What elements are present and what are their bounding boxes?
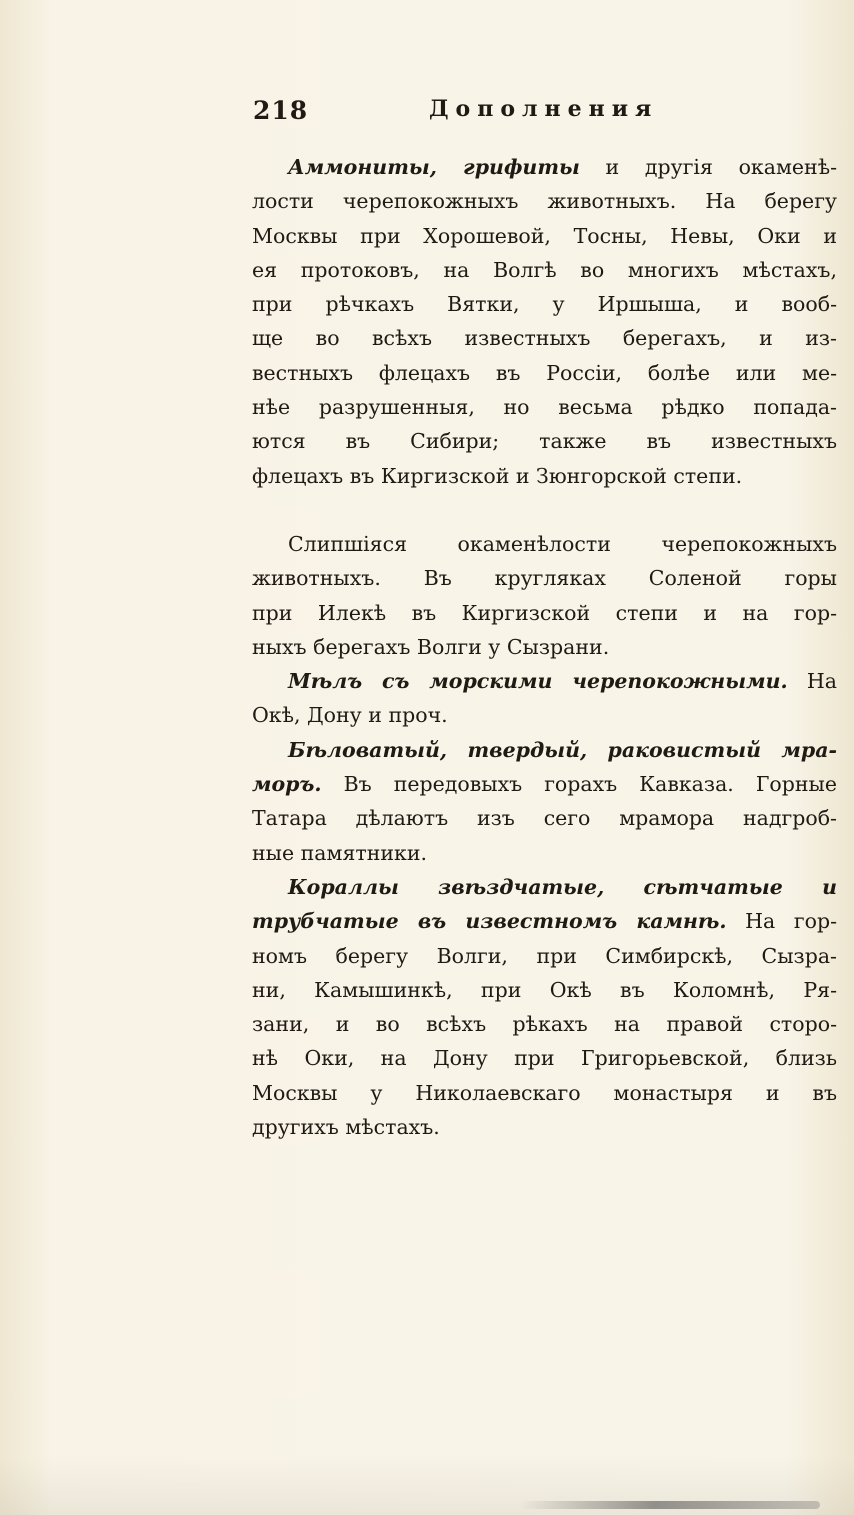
text-line	[252, 904, 837, 938]
text-run: и другія окаменѣ-	[579, 155, 837, 179]
text-run: лости черепокожныхъ животныхъ. На берегу	[252, 189, 837, 214]
text-line	[252, 973, 837, 1007]
text-run: Кораллы звѣздчатые, сѣтчатые и	[288, 874, 837, 899]
text-run: при Илекѣ въ Киргизской степи и на гор-	[252, 600, 837, 625]
text-line	[252, 1110, 837, 1144]
text-run: На	[787, 669, 837, 694]
text-line	[252, 596, 837, 630]
paragraph	[252, 664, 837, 733]
text-line	[252, 253, 837, 287]
text-line	[252, 219, 837, 253]
page-bottom-shadow	[0, 1455, 854, 1515]
text-run: Аммониты, грифиты	[288, 155, 580, 179]
running-title: Дополнения	[429, 96, 659, 122]
text-run: Окѣ, Дону и проч.	[252, 703, 448, 728]
paragraph	[252, 733, 837, 870]
text-line	[252, 733, 837, 767]
text-line	[252, 356, 837, 390]
text-line	[252, 424, 837, 458]
text-run: Въ передовыхъ горахъ Кавказа. Горные	[321, 772, 837, 797]
text-line	[252, 527, 837, 561]
ink-smudge	[520, 1501, 820, 1509]
text-line	[252, 698, 837, 732]
text-run: ея протоковъ, на Волгѣ во многихъ мѣстахъ,	[252, 257, 837, 282]
text-run: Бѣловатый, твердый, раковистый мра-	[288, 737, 837, 762]
text-line	[252, 150, 837, 184]
text-run: номъ берегу Волги, при Симбирскѣ, Сызра-	[252, 943, 837, 968]
text-line	[252, 630, 837, 664]
text-run: На гор-	[726, 909, 838, 934]
text-line	[252, 801, 837, 835]
text-run: ные памятники.	[252, 840, 428, 865]
text-run: зани, и во всѣхъ рѣкахъ на правой сторо-	[252, 1012, 837, 1037]
text-line	[252, 287, 837, 321]
text-line	[252, 836, 837, 870]
text-run: Москвы при Хорошевой, Тосны, Невы, Оки и	[252, 223, 837, 248]
text-run: флецахъ въ Киргизской и Зюнгорской степи.	[252, 463, 743, 488]
text-line	[252, 561, 837, 595]
text-line	[252, 1007, 837, 1041]
text-line	[252, 767, 837, 801]
text-run: ще во всѣхъ известныхъ берегахъ, и из-	[252, 326, 837, 351]
page-header	[253, 96, 813, 132]
paragraph	[252, 527, 837, 664]
text-run: Слипшіяся окаменѣлости черепокожныхъ	[288, 531, 837, 556]
text-run: ются въ Сибири; также въ известныхъ	[252, 429, 837, 454]
text-run: Мѣлъ съ морскими черепокожными.	[288, 669, 788, 694]
text-run: ныхъ берегахъ Волги у Сызрани.	[252, 634, 610, 659]
body-text	[252, 150, 837, 1144]
paragraph	[252, 150, 837, 493]
text-line	[252, 1041, 837, 1075]
text-run: ни, Камышинкѣ, при Окѣ въ Коломнѣ, Ря-	[252, 977, 837, 1002]
text-run: животныхъ. Въ кругляках Соленой горы	[252, 566, 837, 591]
text-run: нѣ Оки, на Дону при Григорьевской, близь	[252, 1046, 837, 1071]
text-line	[252, 321, 837, 355]
text-run: трубчатые въ известномъ камнѣ.	[252, 909, 727, 934]
text-line	[252, 184, 837, 218]
text-line	[252, 939, 837, 973]
text-line	[252, 870, 837, 904]
text-line	[252, 390, 837, 424]
paragraph-gap	[252, 493, 837, 527]
text-run: нѣе разрушенныя, но весьма рѣдко попада-	[252, 395, 837, 420]
text-line	[252, 1076, 837, 1110]
text-run: вестныхъ флецахъ въ Россіи, болѣе или ме-	[252, 360, 837, 385]
paragraph	[252, 870, 837, 1144]
text-run: Москвы у Николаевскаго монастыря и въ	[252, 1080, 837, 1105]
text-run: другихъ мѣстахъ.	[252, 1115, 440, 1140]
page-number: 218	[253, 96, 309, 125]
text-run: Татара дѣлаютъ изъ сего мрамора надгроб-	[252, 806, 837, 831]
text-run: при рѣчкахъ Вятки, у Иршыша, и вооб-	[252, 292, 837, 317]
text-line	[252, 664, 837, 698]
text-run: моръ.	[252, 772, 322, 797]
text-line	[252, 459, 837, 493]
